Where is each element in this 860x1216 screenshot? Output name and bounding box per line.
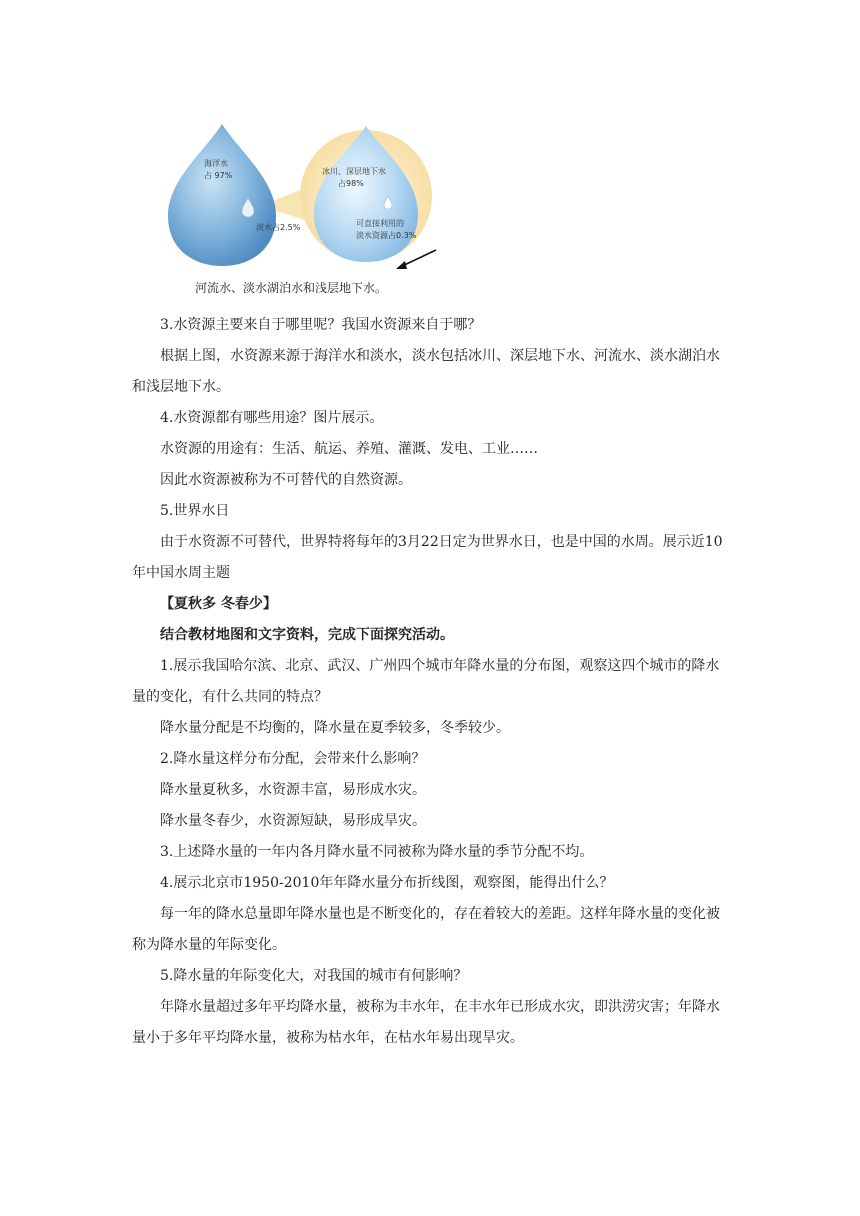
paragraph: 水资源的用途有：生活、航运、养殖、灌溉、发电、工业…… — [160, 441, 538, 457]
paragraph: 降水量夏秋多，水资源丰富，易形成水灾。 — [160, 782, 426, 798]
section-heading: 结合教材地图和文字资料，完成下面探究活动。 — [160, 627, 454, 643]
paragraph: 根据上图，水资源来源于海洋水和淡水，淡水包括冰川、深层地下水、河流水、淡水湖泊水和浅层地下水。 — [132, 348, 720, 395]
paragraph: 年降水量超过多年平均降水量，被称为丰水年，在丰水年已形成水灾，即洪涝灾害；年降水量小于多年平均降水量，被称为枯水年，在枯水年易出现旱灾。 — [132, 999, 720, 1046]
usable-label-line1: 可直接利用的 — [356, 219, 404, 228]
paragraph: 1.展示我国哈尔滨、北京、武汉、广州四个城市年降水量的分布图，观察这四个城市的降水量的变化，有什么共同的特点？ — [132, 658, 720, 705]
paragraph: 4.水资源都有哪些用途？图片展示。 — [160, 410, 384, 426]
ocean-label-line2: 占 97% — [204, 171, 233, 180]
ocean-water-drop — [168, 124, 276, 266]
glacier-label-line2: 占98% — [338, 179, 364, 188]
paragraph: 降水量分配是不均衡的，降水量在夏季较多，冬季较少。 — [160, 720, 510, 736]
paragraph: 3.上述降水量的一年内各月降水量不同被称为降水量的季节分配不均。 — [160, 844, 594, 860]
paragraph: 由于水资源不可替代，世界特将每年的3月22日定为世界水日，也是中国的水周。展示近10年中国水周主题 — [132, 534, 723, 581]
paragraph: 2.降水量这样分布分配，会带来什么影响？ — [160, 751, 426, 767]
paragraph: 每一年的降水总量即年降水量也是不断变化的，存在着较大的差距。这样年降水量的变化被称为降水量的年际变化。 — [132, 906, 720, 953]
paragraph: 5.降水量的年际变化大，对我国的城市有何影响？ — [160, 968, 468, 984]
section-heading: 【夏秋多 冬春少】 — [160, 596, 277, 612]
paragraph: 5.世界水日 — [160, 503, 230, 519]
paragraph: 3.水资源主要来自于哪里呢？我国水资源来自于哪？ — [160, 317, 482, 333]
body-text — [132, 310, 732, 1054]
paragraph: 4.展示北京市1950-2010年年降水量分布折线图，观察图，能得出什么？ — [160, 875, 614, 891]
pointer-arrow-head — [396, 261, 407, 269]
fresh-water-label: 淡水占2.5% — [256, 223, 301, 232]
usable-label-line2: 淡水资源占0.3% — [356, 231, 417, 240]
paragraph: 因此水资源被称为不可替代的自然资源。 — [160, 472, 412, 488]
glacier-label-line1: 冰川、深层地下水 — [322, 167, 386, 176]
figure-caption: 河流水、淡水湖泊水和浅层地下水。 — [195, 281, 388, 295]
paragraph: 降水量冬春少，水资源短缺，易形成旱灾。 — [160, 813, 426, 829]
ocean-label-line1: 海洋水 — [204, 159, 228, 168]
